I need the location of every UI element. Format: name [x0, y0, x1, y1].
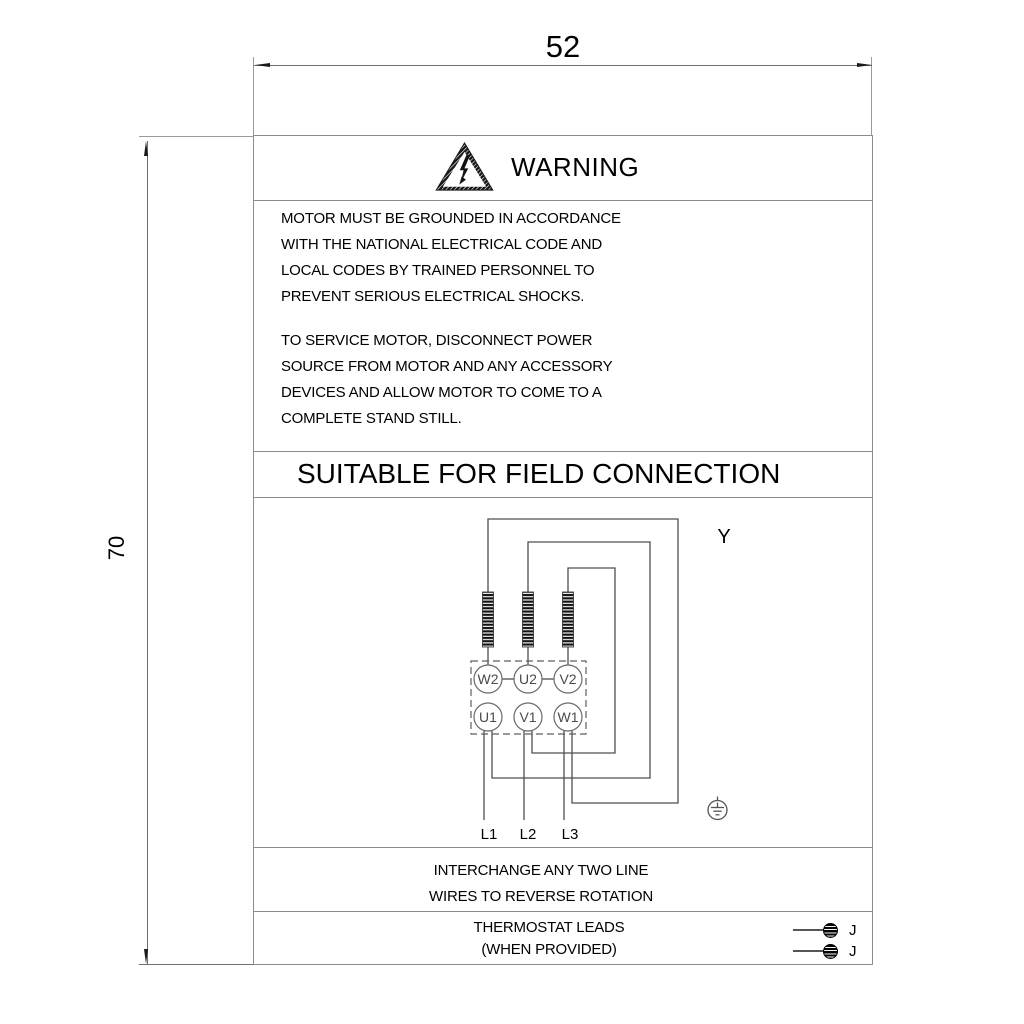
warning-text-line: WITH THE NATIONAL ELECTRICAL CODE AND [281, 236, 602, 253]
terminal-label-v1: V1 [519, 709, 537, 725]
width-dimension-line [254, 65, 872, 66]
line-lead-label-l2: L2 [519, 826, 537, 843]
dimension-arrow-right-icon [857, 63, 872, 67]
warning-text-line: DEVICES AND ALLOW MOTOR TO COME TO A [281, 384, 602, 401]
warning-text-line: SOURCE FROM MOTOR AND ANY ACCESSORY [281, 358, 613, 375]
width-dimension-value: 52 [545, 29, 581, 64]
thermostat-lead-wire [793, 950, 825, 952]
thermostat-lead-terminal-icon [823, 944, 838, 959]
terminal-label-w2: W2 [477, 671, 499, 687]
dimension-arrow-down-icon [144, 949, 148, 964]
thermostat-note-line: (WHEN PROVIDED) [481, 941, 617, 958]
thermostat-lead-terminal-icon [823, 923, 838, 938]
terminal-label-v2: V2 [559, 671, 577, 687]
terminal-label-w1: W1 [557, 709, 579, 725]
height-dimension-line [147, 141, 148, 964]
warning-text-line: PREVENT SERIOUS ELECTRICAL SHOCKS. [281, 288, 585, 305]
warning-text-line: MOTOR MUST BE GROUNDED IN ACCORDANCE [281, 210, 621, 227]
terminal-label-u1: U1 [479, 709, 497, 725]
wye-config-label: Y [717, 526, 731, 548]
section-divider [254, 200, 872, 201]
wye-wiring-diagram [253, 497, 873, 847]
warning-text-line: LOCAL CODES BY TRAINED PERSONNEL TO [281, 262, 595, 279]
dimension-arrow-up-icon [144, 141, 148, 156]
high-voltage-icon [433, 141, 496, 192]
thermostat-lead-label: J [849, 922, 857, 939]
rotation-note [253, 858, 829, 910]
section-divider [254, 847, 872, 848]
thermostat-lead-label: J [849, 943, 857, 960]
terminal-label-u2: U2 [519, 671, 537, 687]
extension-line [139, 964, 253, 965]
extension-line [253, 57, 254, 135]
thermostat-note [253, 917, 845, 961]
line-lead-label-l3: L3 [561, 826, 579, 843]
warning-text-line: TO SERVICE MOTOR, DISCONNECT POWER [281, 332, 593, 349]
section-divider [254, 911, 872, 912]
warning-text-line: COMPLETE STAND STILL. [281, 410, 462, 427]
thermostat-lead-wire [793, 929, 825, 931]
field-connection-banner: SUITABLE FOR FIELD CONNECTION [297, 458, 781, 489]
winding-wires [484, 519, 678, 820]
thermostat-note-line: THERMOSTAT LEADS [473, 919, 625, 936]
rotation-note-line: INTERCHANGE ANY TWO LINE [433, 862, 649, 879]
line-lead-label-l1: L1 [480, 826, 498, 843]
height-dimension-value: 70 [104, 535, 129, 561]
rotation-note-line: WIRES TO REVERSE ROTATION [429, 888, 653, 905]
warning-title: WARNING [511, 152, 640, 182]
motor-winding-coils [483, 592, 574, 647]
warning-paragraph-1 [281, 206, 621, 310]
extension-line [871, 57, 872, 135]
dimension-arrow-left-icon [255, 63, 270, 67]
extension-line [139, 136, 253, 137]
warning-paragraph-2 [281, 328, 612, 432]
earth-ground-icon [708, 797, 727, 820]
